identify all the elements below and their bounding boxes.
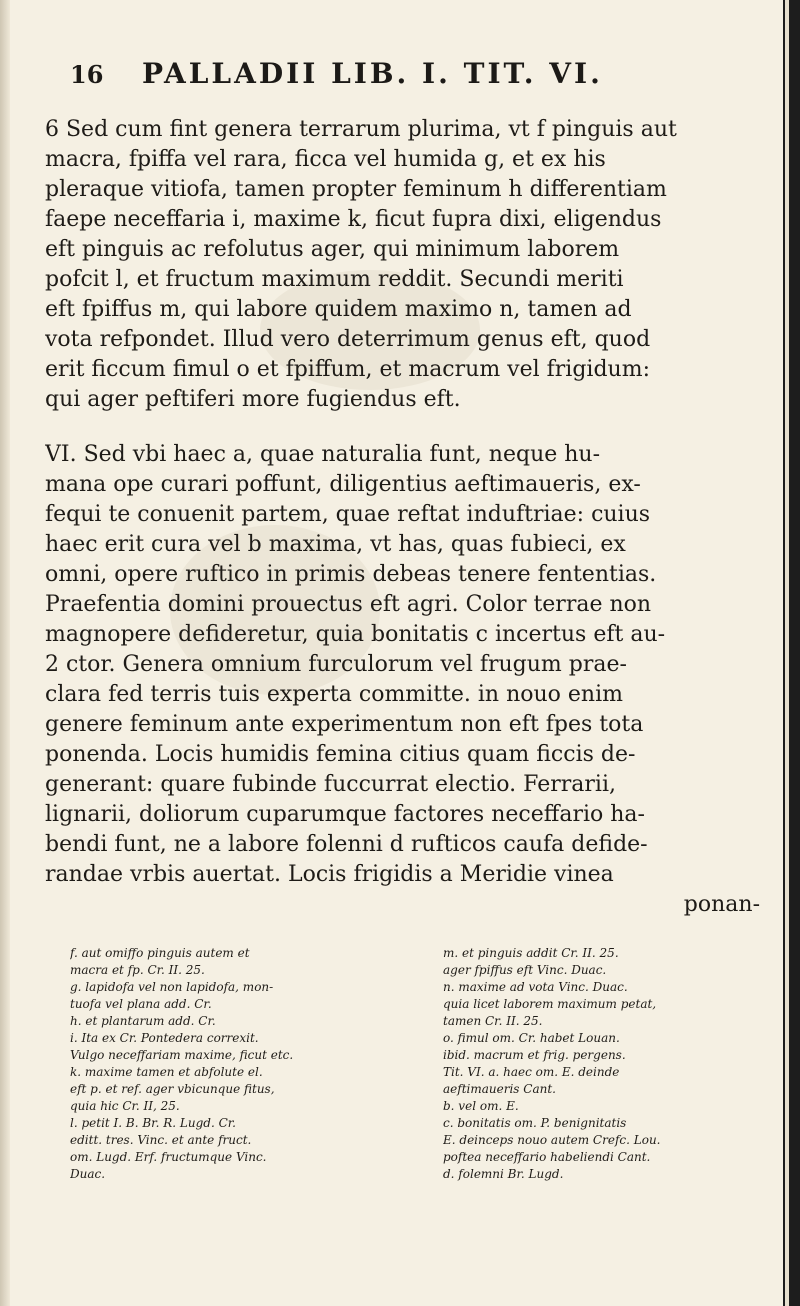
text-line: pleraque vitiofa, tamen propter feminum h differentiam [45,177,667,202]
footnote-line: i. Ita ex Cr. Pontedera correxit. [70,1031,259,1045]
text-line: qui ager peftiferi more fugiendus eft. [45,387,461,412]
footnote-line: poftea neceffario habeliendi Cant. [443,1150,651,1164]
text-line: mana ope curari poffunt, diligentius aeftimaueris, ex- [45,472,641,497]
footnote-line: o. fimul om. Cr. habet Louan. [443,1031,620,1045]
catchword: ponan- [683,892,760,917]
text-line: magnopere defideretur, quia bonitatis c incertus eft au- [45,622,666,647]
footnote-line: tuofa vel plana add. Cr. [70,997,212,1011]
footnote-line: ibid. macrum et frig. pergens. [443,1048,626,1062]
page-right-edge [785,0,789,1306]
text-line: fequi te conuenit partem, quae reftat induftriae: cuius [45,502,651,527]
dark-scan-margin [783,0,800,1306]
text-line: 2 ctor. Genera omnium furculorum vel frugum prae- [45,652,627,677]
footnotes-left-column [70,945,430,1245]
footnote-line: aeftimaueris Cant. [443,1082,556,1096]
footnote-line: E. deinceps nouo autem Crefc. Lou. [443,1133,661,1147]
footnote-line: tamen Cr. II. 25. [443,1014,543,1028]
page-header [40,40,760,100]
footnote-line: m. et pinguis addit Cr. II. 25. [443,946,619,960]
footnote-line: n. maxime ad vota Vinc. Duac. [443,980,628,994]
footnote-line: editt. tres. Vinc. et ante fruct. [70,1133,252,1147]
running-title: PALLADII LIB. I. TIT. VI. [142,57,603,90]
footnote-line: Duac. [70,1167,106,1181]
footnote-line: g. lapidofa vel non lapidofa, mon- [70,980,274,994]
text-line: faepe neceffaria i, maxime k, ficut fupra dixi, eligendus [45,207,662,232]
text-line: eft pinguis ac refolutus ager, qui minimum laborem [45,237,620,262]
text-line: haec erit cura vel b maxima, vt has, quas fubieci, ex [45,532,626,557]
text-line: pofcit l, et fructum maximum reddit. Secundi meriti [45,267,624,292]
footnotes-right-column [443,945,800,1245]
footnote-line: quia licet laborem maximum petat, [443,997,657,1011]
footnote-line: c. bonitatis om. P. benignitatis [443,1116,627,1130]
text-line: Praefentia domini prouectus eft agri. Color terrae non [45,592,652,617]
text-line: 6 Sed cum fint genera terrarum plurima, vt f pinguis aut [45,117,677,142]
text-line: VI. Sed vbi haec a, quae naturalia funt, neque hu- [45,442,601,467]
text-line: clara fed terris tuis experta committe. in nouo enim [45,682,623,707]
footnote-line: om. Lugd. Erf. fructumque Vinc. [70,1150,267,1164]
text-line: randae vrbis auertat. Locis frigidis a Meridie vinea [45,862,614,887]
footnote-line: Vulgo neceffariam maxime, ficut etc. [70,1048,294,1062]
text-line: eft fpiffus m, qui labore quidem maximo n, tamen ad [45,297,632,322]
text-line: generant: quare fubinde fuccurrat electio. Ferrarii, [45,772,616,797]
text-line: vota refpondet. Illud vero deterrimum genus eft, quod [45,327,651,352]
footnotes [70,945,790,1205]
footnote-line: d. folemni Br. Lugd. [443,1167,564,1181]
footnote-line: Tit. VI. a. haec om. E. deinde [443,1065,620,1079]
page-left-edge [0,0,10,1306]
text-line: bendi funt, ne a labore folenni d rufticos caufa defide- [45,832,648,857]
footnote-line: k. maxime tamen et abfolute el. [70,1065,263,1079]
text-line: macra, fpiffa vel rara, ficca vel humida g, et ex his [45,147,606,172]
footnote-line: l. petit I. B. Br. R. Lugd. Cr. [70,1116,236,1130]
text-line: ponenda. Locis humidis femina citius quam ficcis de- [45,742,636,767]
footnote-line: ager fpiffus eft Vinc. Duac. [443,963,607,977]
footnote-line: f. aut omiffo pinguis autem et [70,946,250,960]
page-number: 16 [70,60,104,89]
footnote-line: h. et plantarum add. Cr. [70,1014,216,1028]
footnote-line: eft p. et ref. ager vbicunque fitus, [70,1082,275,1096]
footnote-line: quia hic Cr. II, 25. [70,1099,180,1113]
footnote-line: b. vel om. E. [443,1099,519,1113]
text-line: omni, opere ruftico in primis debeas tenere fententias. [45,562,657,587]
footnote-line: macra et fp. Cr. II. 25. [70,963,205,977]
text-line: erit ficcum fimul o et fpiffum, et macrum vel frigidum: [45,357,650,382]
text-line: lignarii, doliorum cuparumque factores neceffario ha- [45,802,645,827]
text-line: genere feminum ante experimentum non eft fpes tota [45,712,644,737]
